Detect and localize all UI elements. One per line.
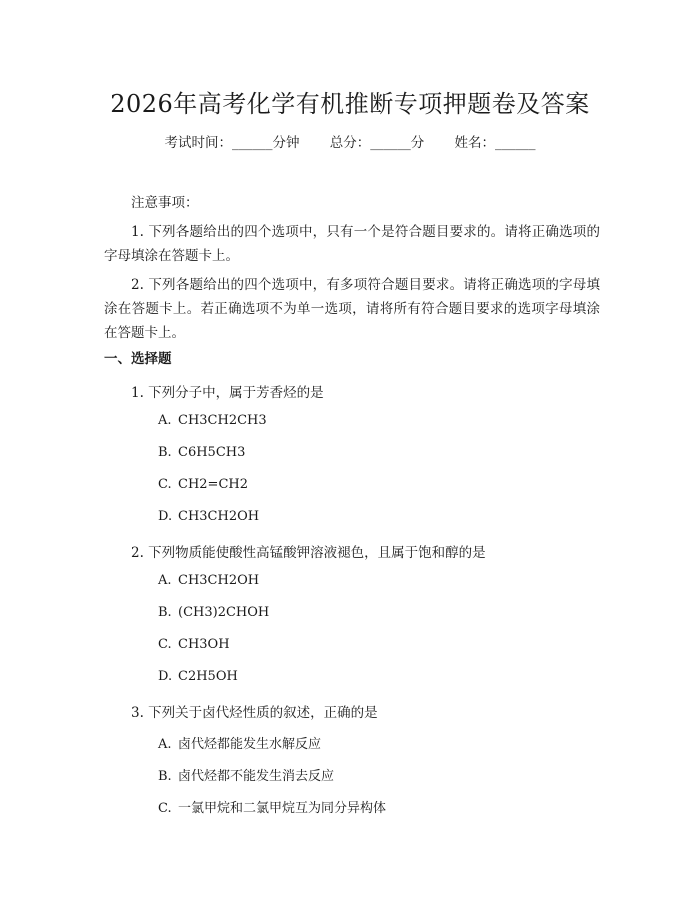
option-text: CH3CH2OH <box>178 573 260 588</box>
option-text: CH3OH <box>178 637 230 652</box>
question-3-option-b <box>158 765 334 784</box>
option-letter: B. <box>158 605 172 620</box>
question-1-option-c <box>158 477 248 492</box>
question-3-option-c <box>158 797 386 816</box>
question-3-option-a <box>158 733 321 752</box>
option-letter: B. <box>158 445 172 460</box>
option-letter: D. <box>158 669 173 684</box>
question-2-option-a <box>158 573 259 588</box>
option-letter: D. <box>158 509 173 524</box>
question-1-stem: 1. 下列分子中，属于芳香烃的是 <box>131 385 324 401</box>
page-title: 2026年高考化学有机推断专项押题卷及答案 <box>110 90 590 118</box>
option-text: C6H5CH3 <box>178 445 246 460</box>
option-text: CH3CH2CH3 <box>178 413 267 428</box>
question-1-option-a <box>158 413 267 428</box>
question-2-stem: 2. 下列物质能使酸性高锰酸钾溶液褪色，且属于饱和醇的是 <box>131 545 486 561</box>
exam-time-field: 考试时间：______分钟 <box>164 135 300 151</box>
option-letter: A. <box>158 737 172 752</box>
exam-meta <box>0 131 700 151</box>
question-2-option-c <box>158 637 230 652</box>
total-score-field: 总分：______分 <box>329 135 425 151</box>
question-1-option-b <box>158 445 245 460</box>
option-text: C2H5OH <box>178 669 238 684</box>
option-letter: C. <box>158 477 172 492</box>
option-letter: C. <box>158 637 172 652</box>
note-item-1: 1. 下列各题给出的四个选项中，只有一个是符合题目要求的。请将正确选项的字母填涂在答题卡上。 <box>104 224 600 264</box>
question-2-option-b <box>158 605 269 620</box>
note-item-2: 2. 下列各题给出的四个选项中，有多项符合题目要求。请将正确选项的字母填涂在答题卡上。若正确选项不为单一选项，请将所有符合题目要求的选项字母填涂在答题卡上。 <box>104 277 600 341</box>
section-heading: 一、选择题 <box>104 351 172 367</box>
option-text: (CH3)2CHOH <box>178 605 270 620</box>
question-1-option-d <box>158 509 259 524</box>
option-text: 卤代烃都不能发生消去反应 <box>178 769 335 784</box>
option-letter: A. <box>158 573 172 588</box>
option-letter: C. <box>158 801 172 816</box>
notes-heading: 注意事项： <box>131 195 199 211</box>
option-letter: A. <box>158 413 172 428</box>
question-3-stem: 3. 下列关于卤代烃性质的叙述，正确的是 <box>131 705 378 721</box>
option-text: CH2=CH2 <box>178 477 249 492</box>
question-2-option-d <box>158 669 238 684</box>
option-text: 一氯甲烷和二氯甲烷互为同分异构体 <box>178 801 387 816</box>
option-letter: B. <box>158 769 172 784</box>
student-name-field: 姓名：______ <box>454 135 536 151</box>
option-text: CH3CH2OH <box>178 509 260 524</box>
option-text: 卤代烃都能发生水解反应 <box>178 737 322 752</box>
